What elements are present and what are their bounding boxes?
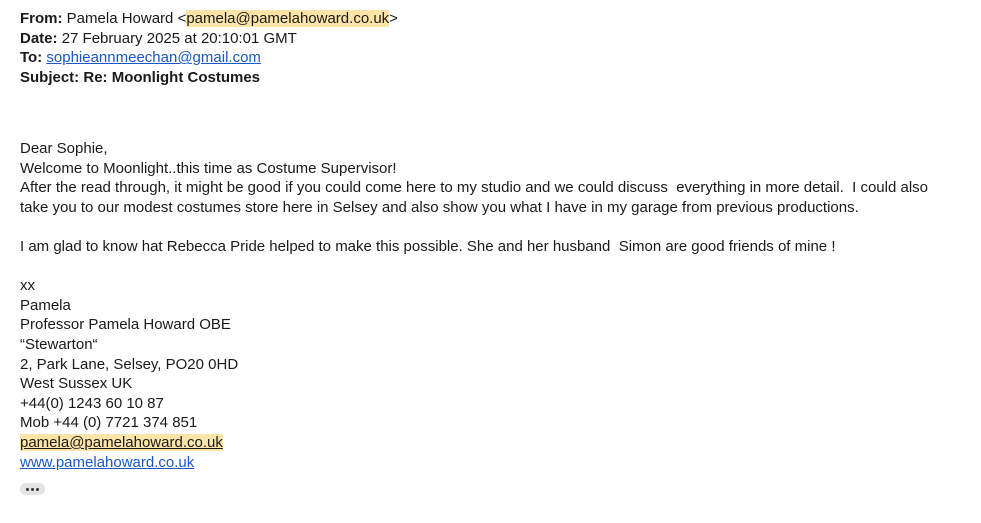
sign-address: 2, Park Lane, Selsey, PO20 0HD: [20, 355, 239, 373]
from-email[interactable]: pamela@pamelahoward.co.uk: [186, 10, 390, 27]
angle-open: <: [177, 10, 187, 27]
from-row: [20, 9, 398, 29]
subject-label: Subject:: [20, 68, 80, 86]
sign-email-row: [20, 433, 960, 453]
sign-phone: +44(0) 1243 60 10 87: [20, 394, 164, 412]
greeting: Dear Sophie,: [20, 140, 108, 157]
welcome-line: Welcome to Moonlight..this time as Costume Supervisor!: [20, 159, 397, 177]
to-email-link[interactable]: sophieannmeechan@gmail.com: [46, 49, 261, 67]
blank-line: [20, 217, 960, 237]
sign-website-link[interactable]: www.pamelahoward.co.uk: [20, 453, 195, 471]
to-label: To:: [20, 49, 43, 67]
paragraph-1: After the read through, it might be good if you could come here to my studio and we could discuss everything in more detail. I could also take you to our modest costumes store here in Selsey and also show you what I have in my garage from previous productions.: [20, 179, 933, 216]
dot: [36, 488, 39, 491]
blank-line: [20, 257, 960, 277]
to-row: [20, 48, 398, 68]
date-label: Date:: [20, 29, 58, 47]
sign-xx: xx: [20, 277, 35, 295]
angle-close: >: [389, 10, 398, 27]
date-row: [20, 29, 398, 49]
from-label: From:: [20, 10, 63, 27]
email-body: [20, 139, 960, 472]
dot: [31, 488, 34, 491]
sign-email-link[interactable]: pamela@pamelahoward.co.uk: [20, 433, 223, 451]
paragraph-2: I am glad to know hat Rebecca Pride helped to make this possible. She and her husband Simon are good friends of mine !: [20, 237, 836, 255]
sign-house: “Stewarton“: [20, 335, 98, 353]
sign-name: Pamela: [20, 296, 71, 314]
sign-title: Professor Pamela Howard OBE: [20, 316, 231, 334]
sign-website-row: [20, 453, 960, 473]
sign-region: West Sussex UK: [20, 375, 133, 393]
subject-value: Re: Moonlight Costumes: [83, 68, 261, 86]
ellipsis-icon[interactable]: [20, 483, 45, 495]
subject-row: [20, 68, 398, 88]
dot: [26, 488, 29, 491]
email-headers: [20, 9, 398, 87]
from-name: Pamela Howard: [66, 10, 174, 27]
date-value: 27 February 2025 at 20:10:01 GMT: [61, 29, 297, 47]
sign-mobile: Mob +44 (0) 7721 374 851: [20, 414, 198, 432]
